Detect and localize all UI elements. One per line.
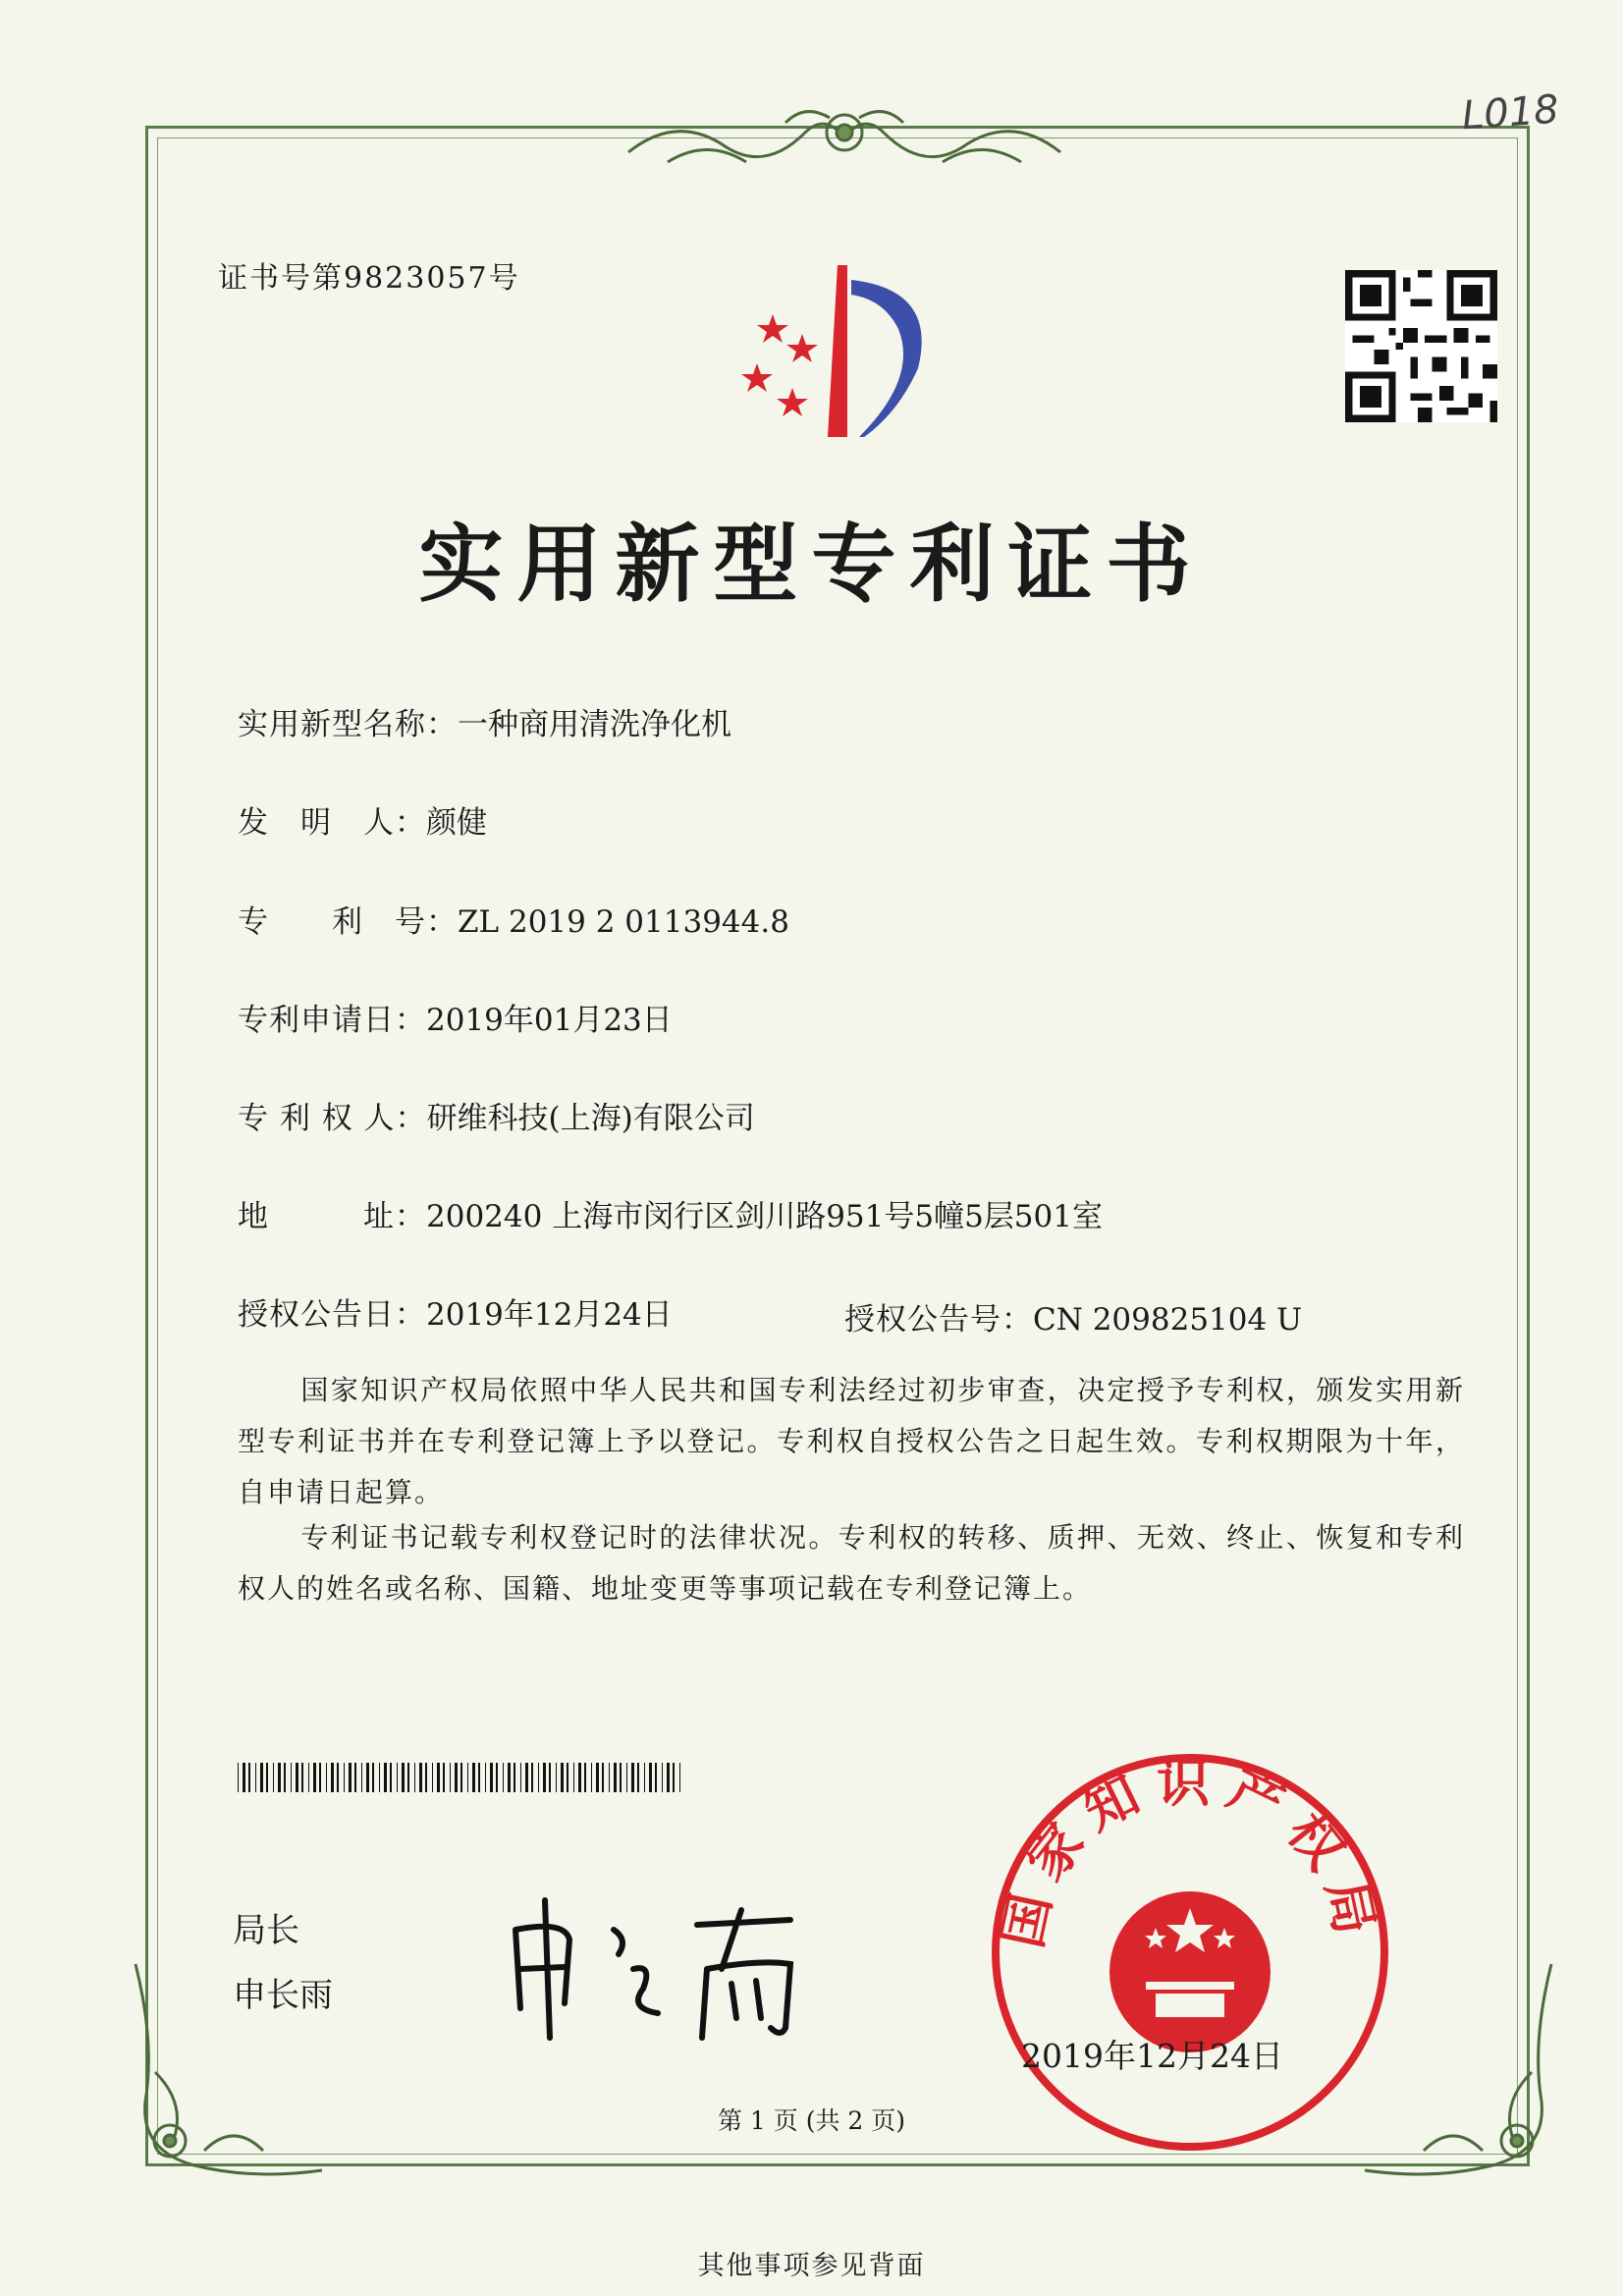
field-value: CN 209825104 U — [1033, 1302, 1303, 1338]
field-label: 专 利 权 人： — [238, 1101, 427, 1136]
handwritten-note: L018 — [1460, 86, 1561, 139]
field-value: 2019年01月23日 — [426, 1003, 673, 1038]
field-patent-number — [238, 897, 789, 941]
field-value: ZL 2019 2 0113944.8 — [458, 904, 789, 940]
field-label: 专 利 号： — [238, 904, 458, 940]
cnipa-emblem-icon — [722, 250, 977, 447]
field-value: 颜健 — [426, 805, 487, 841]
director-name: 申长雨 — [233, 1976, 333, 2015]
field-filing-date — [238, 995, 673, 1039]
page-number: 第 1 页 (共 2 页) — [717, 2106, 906, 2135]
paragraph-text: 国家知识产权局依照中华人民共和国专利法经过初步审查，决定授予专利权，颁发实用新型专利证书并在专利登记簿上予以登记。专利权自授权公告之日起生效。专利权期限为十年，自申请日起算。 — [238, 1374, 1465, 1508]
field-label: 实用新型名称： — [238, 707, 458, 742]
official-seal-icon — [984, 1746, 1396, 2159]
field-address — [238, 1191, 1103, 1235]
seal-text: 国家知识产权局 — [991, 1752, 1389, 1953]
field-utility-model-name — [238, 699, 731, 743]
field-patentee — [238, 1093, 755, 1137]
statement-paragraph-2 — [238, 1512, 1465, 1614]
field-value: 一种商用清洗净化机 — [458, 707, 731, 742]
top-ornament-icon — [609, 93, 1080, 187]
handwritten-signature-icon — [496, 1871, 849, 2048]
field-value: 200240 上海市闵行区剑川路951号5幢5层501室 — [426, 1199, 1103, 1234]
barcode-icon — [238, 1763, 685, 1792]
seal-date: 2019年12月24日 — [1021, 2037, 1283, 2075]
field-inventor — [238, 797, 487, 842]
certificate-title: 实用新型专利证书 — [418, 515, 1205, 614]
field-grant-date — [238, 1289, 673, 1334]
field-label: 发 明 人： — [238, 805, 426, 841]
field-label: 授权公告号： — [844, 1302, 1033, 1338]
field-label: 专利申请日： — [238, 1003, 426, 1038]
field-grant-number — [844, 1294, 1302, 1339]
field-value: 研维科技(上海)有限公司 — [426, 1101, 755, 1136]
qr-code-icon — [1345, 270, 1497, 422]
field-label: 授权公告日： — [238, 1297, 426, 1333]
paragraph-text: 专利证书记载专利权登记时的法律状况。专利权的转移、质押、无效、终止、恢复和专利权人的姓名或名称、国籍、地址变更等事项记载在专利登记簿上。 — [238, 1521, 1465, 1605]
certificate-number: 证书号第9823057号 — [218, 261, 520, 296]
field-value: 2019年12月24日 — [426, 1297, 673, 1333]
statement-paragraph-1 — [238, 1365, 1465, 1518]
director-title: 局长 — [233, 1911, 299, 1950]
footer-note: 其他事项参见背面 — [697, 2251, 926, 2281]
field-label: 地 址： — [238, 1199, 426, 1234]
